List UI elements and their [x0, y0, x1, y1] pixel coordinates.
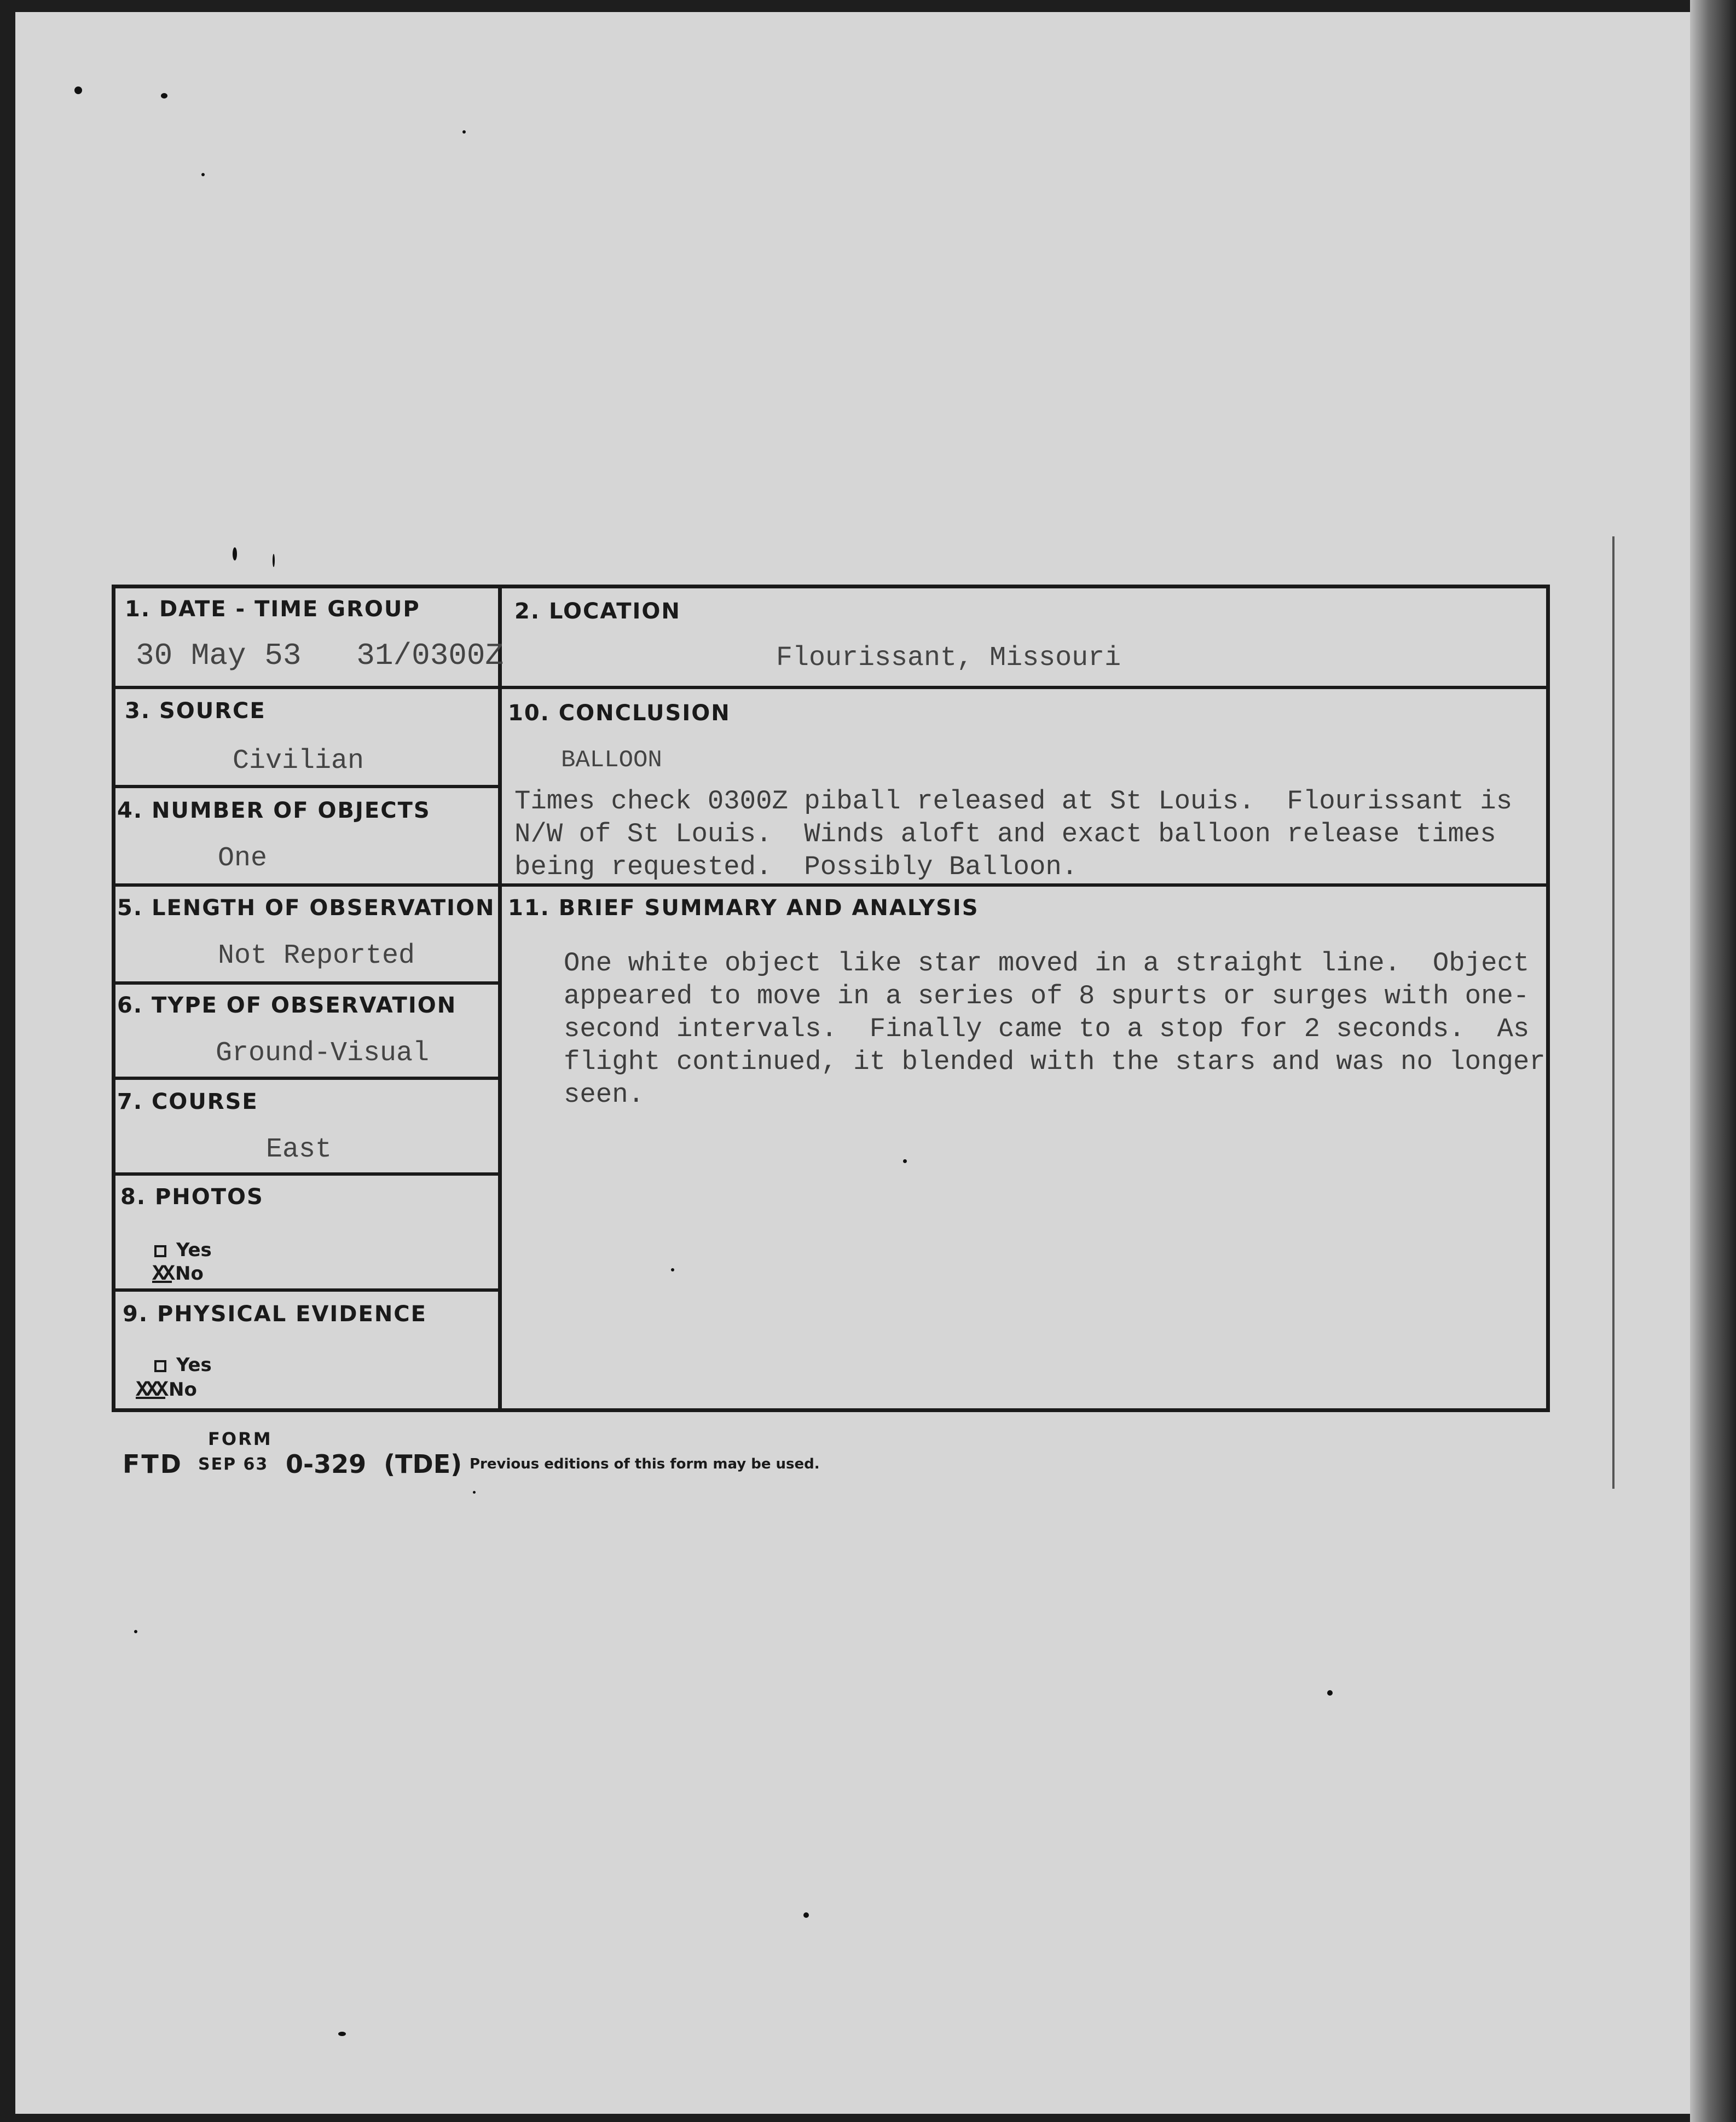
- row-divider: [112, 686, 1550, 689]
- speck: [803, 1912, 809, 1918]
- physical-evidence-yes-label: Yes: [176, 1354, 212, 1376]
- physical-evidence-no-label: No: [169, 1379, 197, 1401]
- physical-evidence-no-mark: XXX: [136, 1378, 166, 1403]
- location-value: Flourissant, Missouri: [776, 643, 1121, 674]
- conclusion-heading: BALLOON: [561, 747, 662, 774]
- conclusion-label: 10. CONCLUSION: [508, 701, 731, 726]
- conclusion-line: being requested. Possibly Balloon.: [514, 852, 1078, 882]
- summary-label: 11. BRIEF SUMMARY AND ANALYSIS: [508, 895, 979, 921]
- date-time-group-value: 30 May 53 31/0300Z: [136, 638, 504, 673]
- footer-date: SEP 63: [198, 1455, 269, 1474]
- physical-evidence-yes-option[interactable]: [154, 1354, 212, 1376]
- speck: [233, 547, 237, 560]
- summary-line: appeared to move in a series of 8 spurts or surges with one-: [564, 981, 1530, 1011]
- speck: [1327, 1690, 1333, 1696]
- type-of-observation-value: Ground-Visual: [216, 1038, 430, 1069]
- summary-line: seen.: [564, 1079, 645, 1110]
- length-of-observation-value: Not Reported: [218, 940, 415, 972]
- conclusion-line: Times check 0300Z piball released at St Louis. Flourissant is: [514, 786, 1513, 817]
- course-label: 7. COURSE: [117, 1089, 258, 1114]
- summary-line: flight continued, it blended with the stars and was no longer: [564, 1046, 1546, 1077]
- photos-label: 8. PHOTOS: [120, 1184, 264, 1210]
- source-label: 3. SOURCE: [125, 698, 266, 724]
- speck: [134, 1630, 137, 1633]
- row-divider: [112, 883, 1550, 887]
- date-time-group-label: 1. DATE - TIME GROUP: [125, 597, 420, 622]
- location-label: 2. LOCATION: [514, 599, 681, 624]
- photos-yes-label: Yes: [176, 1239, 212, 1261]
- page-edge-shadow: [1690, 0, 1736, 2122]
- photos-yes-option[interactable]: [154, 1239, 212, 1261]
- photos-no-mark: XX: [152, 1262, 172, 1287]
- row-divider: [112, 785, 500, 788]
- number-of-objects-label: 4. NUMBER OF OBJECTS: [117, 798, 431, 823]
- checkbox-empty-icon: [154, 1245, 166, 1257]
- summary-line: second intervals. Finally came to a stop for 2 seconds. As: [564, 1014, 1530, 1044]
- photos-no-label: No: [175, 1263, 204, 1285]
- speck: [273, 554, 275, 567]
- row-divider: [112, 1172, 500, 1176]
- length-of-observation-label: 5. LENGTH OF OBSERVATION: [117, 895, 495, 921]
- speck: [201, 173, 205, 176]
- course-value: East: [266, 1134, 332, 1165]
- physical-evidence-no-option[interactable]: [136, 1378, 197, 1403]
- footer-ftd: FTD: [123, 1449, 183, 1479]
- physical-evidence-label: 9. PHYSICAL EVIDENCE: [123, 1302, 427, 1327]
- speck: [74, 86, 82, 94]
- type-of-observation-label: 6. TYPE OF OBSERVATION: [117, 993, 457, 1018]
- footer-form-word: FORM: [208, 1429, 273, 1449]
- checkbox-empty-icon: [154, 1360, 166, 1372]
- row-divider: [112, 1077, 500, 1080]
- summary-line: One white object like star moved in a straight line. Object: [564, 948, 1530, 979]
- footer-note: Previous editions of this form may be used.: [470, 1456, 820, 1472]
- paper-fold-line: [1612, 536, 1615, 1489]
- number-of-objects-value: One: [218, 843, 268, 874]
- speck: [473, 1491, 476, 1494]
- footer-form-number: 0-329 (TDE): [286, 1449, 462, 1479]
- photos-no-option[interactable]: [152, 1262, 204, 1287]
- source-value: Civilian: [233, 745, 364, 777]
- speck: [462, 130, 466, 134]
- speck: [338, 2032, 346, 2036]
- conclusion-line: N/W of St Louis. Winds aloft and exact balloon release times: [514, 819, 1496, 849]
- row-divider: [112, 1288, 500, 1292]
- row-divider: [112, 981, 500, 985]
- speck: [161, 93, 167, 99]
